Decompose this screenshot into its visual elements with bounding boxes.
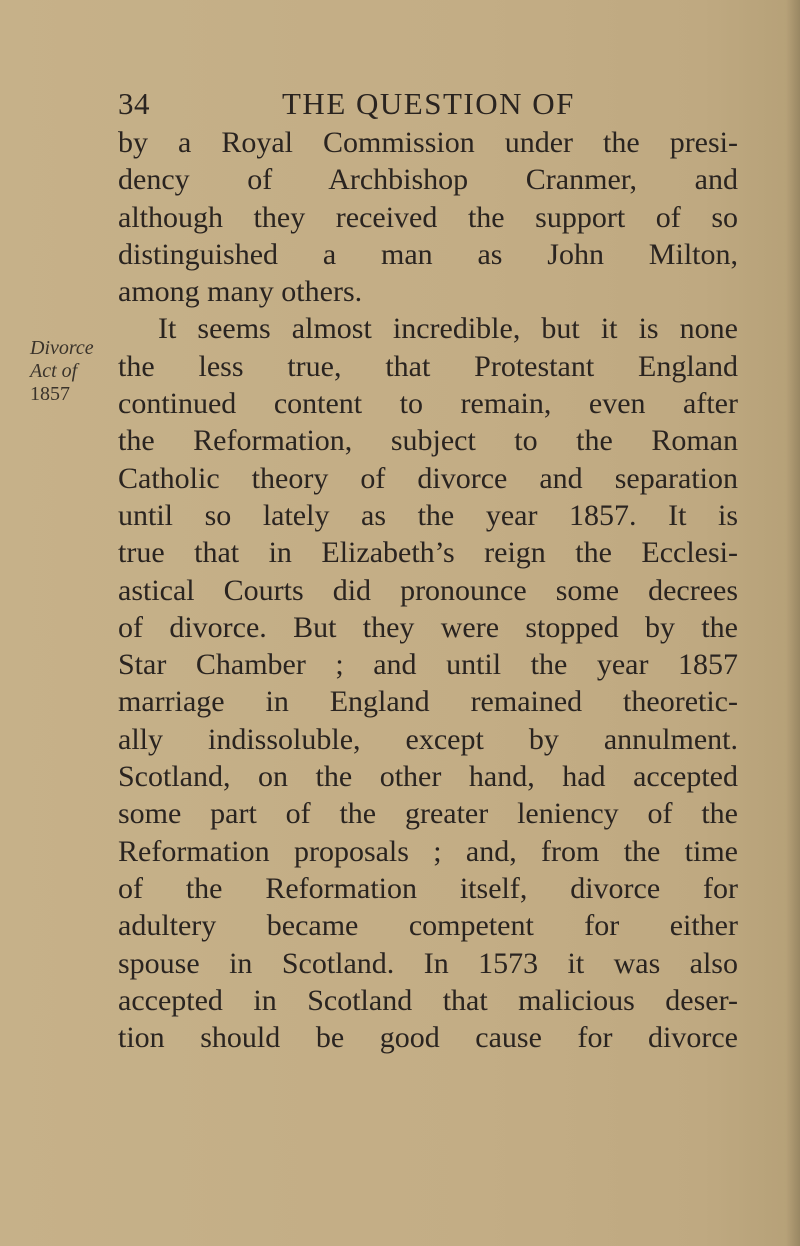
page-edge-shadow xyxy=(786,0,800,1246)
text-line: although they received the support of so xyxy=(118,200,738,234)
text-line: the Reformation, subject to the Roman xyxy=(118,424,738,458)
text-line: It seems almost incredible, but it is none xyxy=(158,312,738,346)
text-line: ally indissoluble, except by annulment. xyxy=(118,722,738,756)
text-line: accepted in Scotland that malicious deser- xyxy=(118,983,738,1017)
margin-note xyxy=(30,337,108,406)
text-line: continued content to remain, even after xyxy=(118,387,738,421)
margin-note-line: Act of xyxy=(30,360,78,382)
text-line: of the Reformation itself, divorce for xyxy=(118,871,738,905)
text-line: true that in Elizabeth’s reign the Ecclesi- xyxy=(118,536,738,570)
text-line: Reformation proposals ; and, from the time xyxy=(118,834,738,868)
text-line: tion should be good cause for divorce xyxy=(118,1021,738,1055)
body-text xyxy=(118,124,738,1056)
page-header xyxy=(118,86,738,122)
text-line: by a Royal Commission under the presi- xyxy=(118,126,738,159)
text-line: the less true, that Protestant England xyxy=(118,349,738,383)
text-line: dency of Archbishop Cranmer, and xyxy=(118,163,738,197)
text-line: Star Chamber ; and until the year 1857 xyxy=(118,648,738,682)
margin-note-year: 1857 xyxy=(30,383,70,405)
text-line: Catholic theory of divorce and separation xyxy=(118,461,738,495)
text-line: distinguished a man as John Milton, xyxy=(118,237,738,271)
text-line: spouse in Scotland. In 1573 it was also xyxy=(118,946,738,980)
page-number: 34 xyxy=(118,86,150,121)
text-line: of divorce. But they were stopped by the xyxy=(118,610,738,644)
margin-note-line: Divorce xyxy=(30,337,94,359)
text-line: among many others. xyxy=(118,275,363,309)
text-line: marriage in England remained theoretic- xyxy=(118,685,738,719)
text-line: until so lately as the year 1857. It is xyxy=(118,498,738,532)
text-line: astical Courts did pronounce some decrees xyxy=(118,573,738,607)
text-line: adultery became competent for either xyxy=(118,909,738,943)
text-line: Scotland, on the other hand, had accepted xyxy=(118,760,738,794)
text-line: some part of the greater leniency of the xyxy=(118,797,738,831)
running-head: THE QUESTION OF xyxy=(282,86,575,121)
